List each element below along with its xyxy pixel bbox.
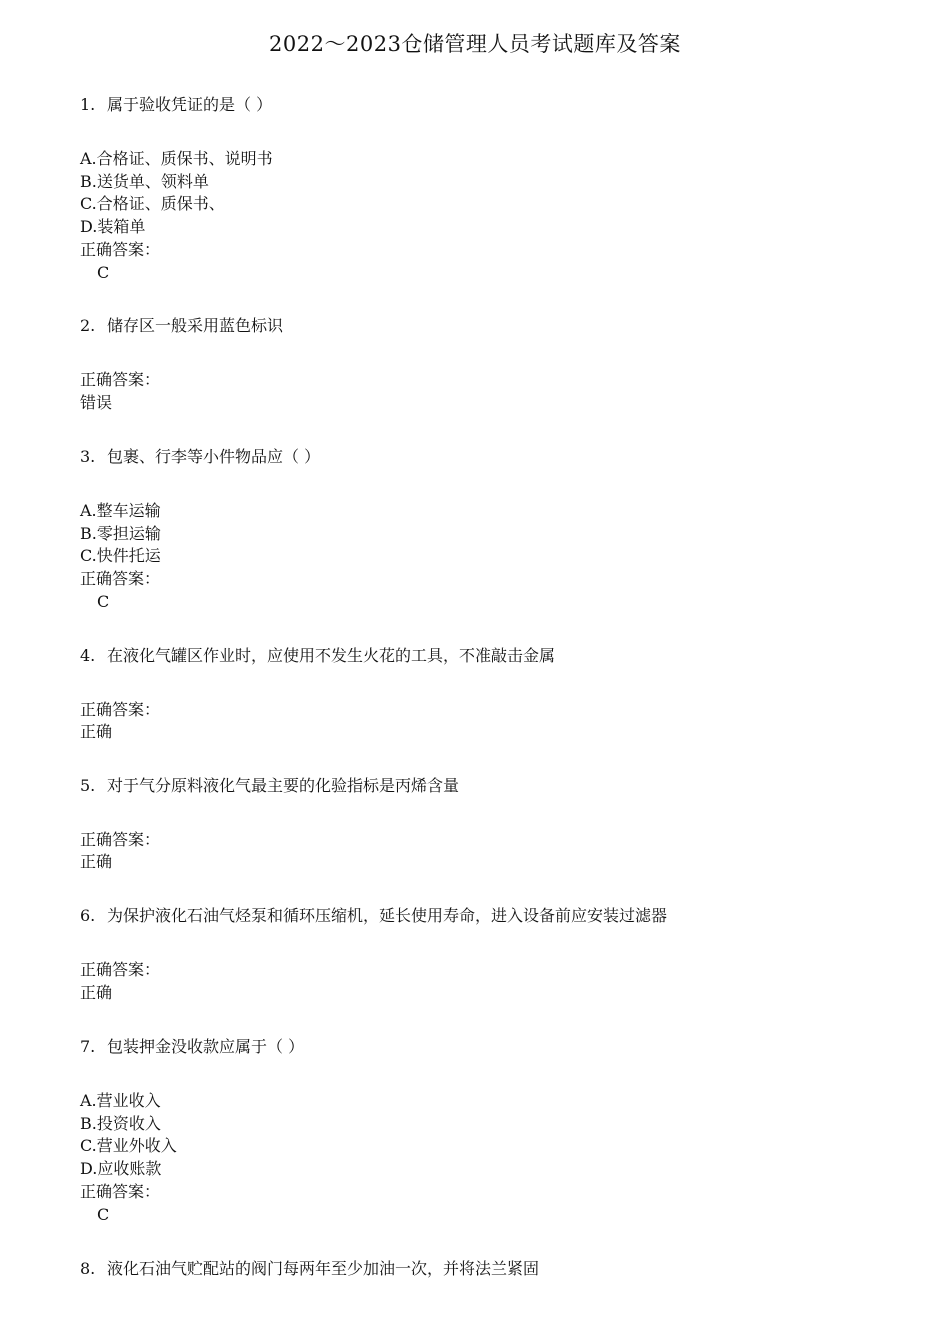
question-1-option-c: C.合格证、质保书、 bbox=[80, 194, 225, 213]
question-text: 液化石油气贮配站的阀门每两年至少加油一次，并将法兰紧固 bbox=[107, 1259, 540, 1278]
question-number: 7. bbox=[80, 1037, 96, 1056]
question-2-answer-label: 正确答案： bbox=[80, 370, 161, 389]
question-7-option-c: C.营业外收入 bbox=[80, 1136, 177, 1155]
question-7-answer-label: 正确答案： bbox=[80, 1182, 161, 1201]
question-number: 6. bbox=[80, 906, 96, 925]
question-8 bbox=[80, 1258, 539, 1280]
question-7-answer: C bbox=[97, 1205, 110, 1224]
question-6-answer-label: 正确答案： bbox=[80, 960, 161, 979]
question-7-option-d: D.应收账款 bbox=[80, 1159, 162, 1178]
question-7-option-b: B.投资收入 bbox=[80, 1114, 161, 1133]
question-3-option-a: A.整车运输 bbox=[80, 501, 161, 520]
question-number: 3. bbox=[80, 447, 96, 466]
question-6-answer: 正确 bbox=[80, 983, 113, 1002]
question-7 bbox=[80, 1036, 304, 1058]
question-3-answer: C bbox=[97, 592, 110, 611]
question-1-option-d: D.装箱单 bbox=[80, 217, 146, 236]
question-text: 包裹、行李等小件物品应（ ） bbox=[107, 447, 321, 466]
question-5-answer: 正确 bbox=[80, 852, 113, 871]
question-3-option-b: B.零担运输 bbox=[80, 524, 161, 543]
question-2 bbox=[80, 315, 283, 337]
question-5 bbox=[80, 775, 459, 797]
question-3-option-c: C.快件托运 bbox=[80, 546, 161, 565]
question-1-option-a: A.合格证、质保书、说明书 bbox=[80, 149, 273, 168]
question-text: 属于验收凭证的是（ ） bbox=[107, 95, 273, 114]
question-3 bbox=[80, 446, 320, 468]
question-number: 1. bbox=[80, 95, 96, 114]
question-text: 包装押金没收款应属于（ ） bbox=[107, 1037, 305, 1056]
question-3-answer-label: 正确答案： bbox=[80, 569, 161, 588]
question-number: 2. bbox=[80, 316, 96, 335]
question-4 bbox=[80, 645, 555, 667]
question-1-option-b: B.送货单、领料单 bbox=[80, 172, 209, 191]
question-number: 8. bbox=[80, 1259, 96, 1278]
question-1-answer: C bbox=[97, 263, 110, 282]
question-2-answer: 错误 bbox=[80, 393, 113, 412]
question-text: 储存区一般采用蓝色标识 bbox=[107, 316, 284, 335]
question-5-answer-label: 正确答案： bbox=[80, 830, 161, 849]
question-4-answer-label: 正确答案： bbox=[80, 700, 161, 719]
question-text: 在液化气罐区作业时，应使用不发生火花的工具，不准敲击金属 bbox=[107, 646, 556, 665]
question-4-answer: 正确 bbox=[80, 722, 113, 741]
question-number: 5. bbox=[80, 776, 96, 795]
question-text: 为保护液化石油气烃泵和循环压缩机，延长使用寿命，进入设备前应安装过滤器 bbox=[107, 906, 668, 925]
question-1-answer-label: 正确答案： bbox=[80, 240, 161, 259]
question-number: 4. bbox=[80, 646, 96, 665]
question-1 bbox=[80, 94, 272, 116]
question-6 bbox=[80, 905, 667, 927]
document-title: 2022～2023仓储管理人员考试题库及答案 bbox=[269, 32, 681, 56]
question-text: 对于气分原料液化气最主要的化验指标是丙烯含量 bbox=[107, 776, 460, 795]
question-7-option-a: A.营业收入 bbox=[80, 1091, 161, 1110]
